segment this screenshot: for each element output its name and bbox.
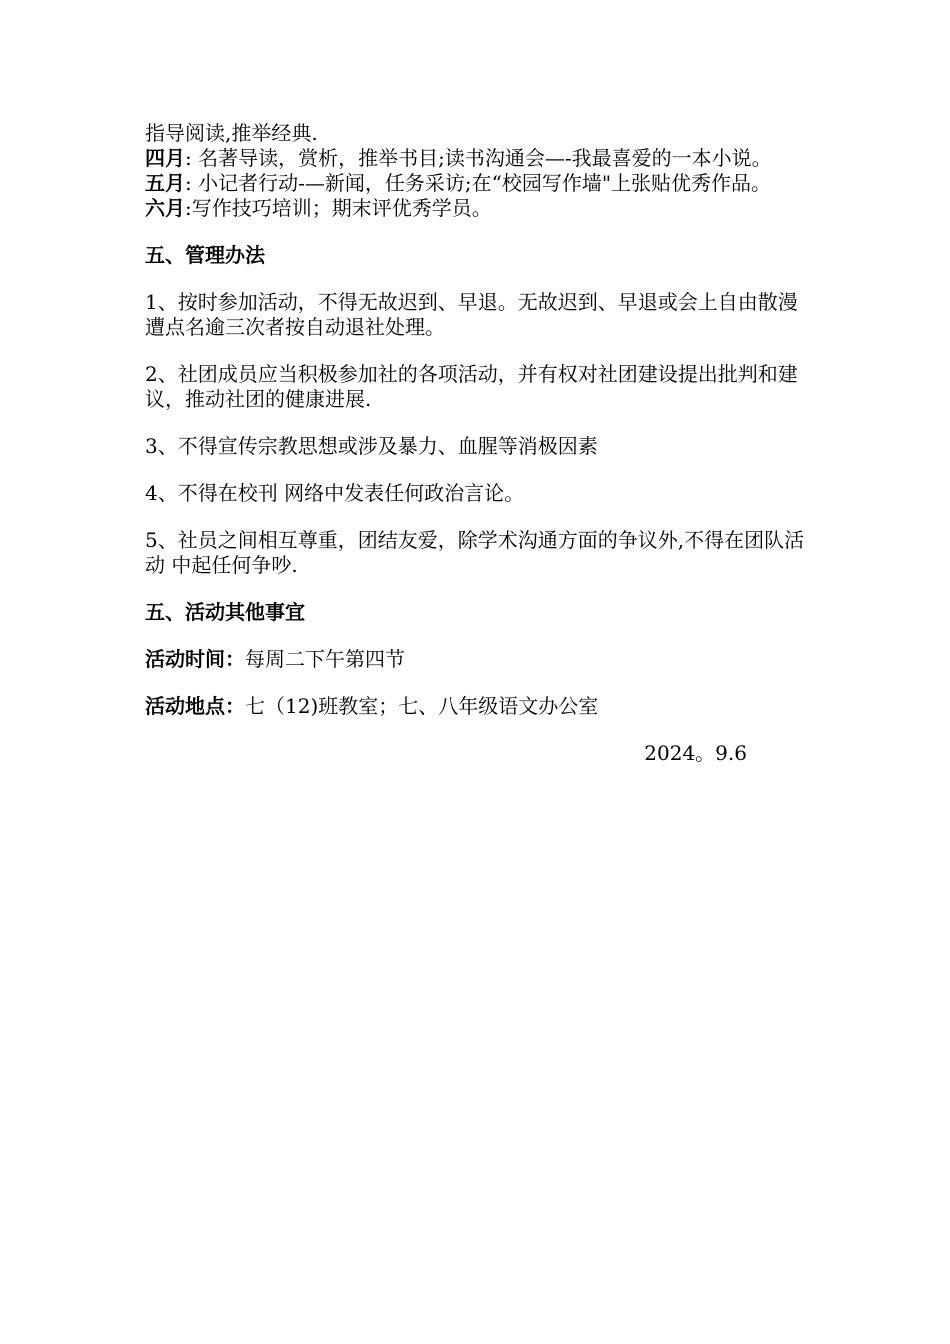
rule-2: 2、社团成员应当积极参加社的各项活动，并有权对社团建设提出批判和建议，推动社团的健康进展.: [145, 362, 798, 411]
management-heading: 五、管理办法: [145, 243, 265, 267]
month-label-april: 四月: [145, 146, 185, 170]
other-heading: 五、活动其他事宜: [145, 600, 305, 624]
schedule-april: [145, 146, 815, 171]
month-sep-may: :: [185, 171, 199, 195]
document-date: 2024。9.6: [644, 741, 747, 765]
rule-4: 4、不得在校刊 网络中发表任何政治言论。: [145, 481, 525, 505]
activity-time-label: 活动时间: [145, 647, 225, 671]
month-label-june: 六月: [145, 196, 185, 220]
activity-place-sep: ：: [225, 694, 245, 718]
month-text-june: 写作技巧培训；期末评优秀学员。: [191, 196, 492, 220]
activity-time-sep: ：: [225, 647, 245, 671]
activity-time-value: 每周二下午第四节: [245, 647, 405, 671]
month-sep-june: :: [185, 196, 192, 220]
month-sep-april: :: [185, 146, 199, 170]
rule-1: 1、按时参加活动，不得无故迟到、早退。无故迟到、早退或会上自由散漫遭点名逾三次者按自动退社处理。: [145, 290, 798, 339]
activity-place-value: 七（12)班教室；七、八年级语文办公室: [245, 694, 599, 718]
month-label-may: 五月: [145, 171, 185, 195]
schedule-may: [145, 171, 815, 196]
rule-3: 3、不得宣传宗教思想或涉及暴力、血腥等消极因素: [145, 434, 598, 458]
schedule-june: [145, 196, 815, 221]
document-page: [145, 121, 815, 766]
month-text-may: 小记者行动-—新闻，任务采访;在“校园写作墙"上张贴优秀作品。: [198, 171, 772, 195]
activity-time: [145, 647, 815, 672]
activity-place-label: 活动地点: [145, 694, 225, 718]
schedule-intro: 指导阅读,推举经典.: [145, 121, 318, 145]
activity-place: [145, 694, 815, 719]
month-text-april: 名著导读，赏析，推举书目;读书沟通会—-我最喜爱的一本小说。: [198, 146, 772, 170]
rule-5: 5、社员之间相互尊重，团结友爱，除学术沟通方面的争议外,不得在团队活动 中起任何争吵.: [145, 528, 805, 577]
